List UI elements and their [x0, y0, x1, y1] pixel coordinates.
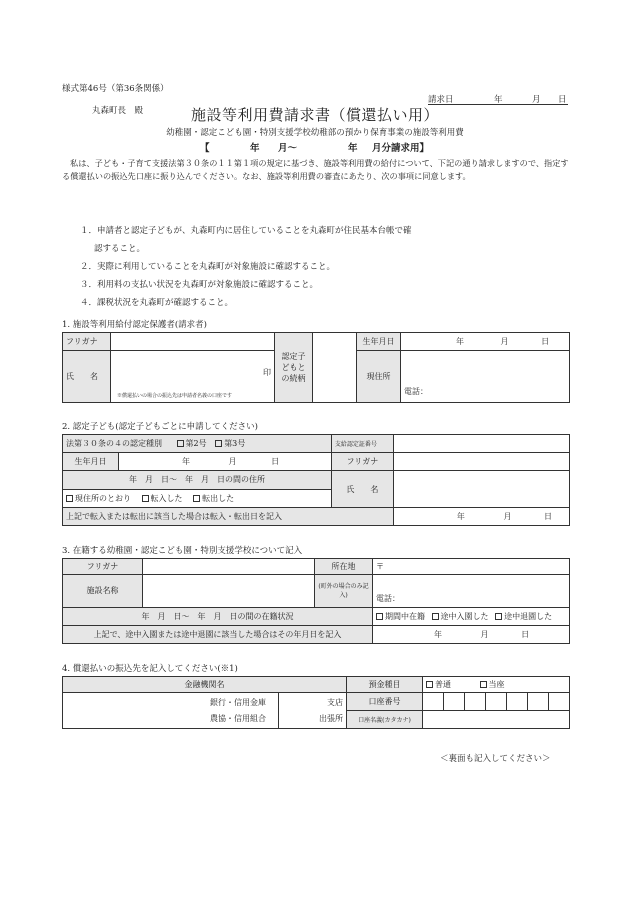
s4-account-name-label: 口座名義(カタカナ): [347, 711, 423, 729]
s2-opt3[interactable]: 第3号: [215, 439, 245, 448]
footer-note: ＜裏面も記入してください＞: [440, 754, 551, 764]
s2-cert-label: 支給認定証番号: [331, 435, 393, 453]
period-open: 【: [200, 143, 210, 154]
s4-digit-1[interactable]: [423, 693, 444, 711]
s4-deposit-options[interactable]: [423, 677, 570, 693]
period-close: 月分請求用】: [372, 143, 430, 154]
s2-opt2[interactable]: 第2号: [177, 439, 207, 448]
s2-name-label: 氏 名: [331, 471, 393, 507]
section2-table: [62, 434, 570, 526]
s2-cert-input[interactable]: [393, 435, 569, 453]
s1-address-label: 現住所: [357, 351, 401, 403]
s1-furigana-label: フリガナ: [63, 333, 111, 351]
s2-category-label: 法第３０条の４の認定種別: [66, 439, 162, 449]
request-date-year: 年: [494, 95, 503, 105]
consent-item-3: ３．利用料の支払い状況を丸森町が対象施設に確認すること。: [80, 280, 319, 290]
s1-name-input[interactable]: [111, 351, 275, 403]
s3-opt-leave[interactable]: 途中退園した: [495, 612, 552, 621]
s4-coop-type: 農協・信用組合: [210, 713, 266, 723]
s4-account-no-label: 口座番号: [347, 693, 423, 711]
s4-bank-input[interactable]: [63, 693, 279, 729]
period-month-from: 月～: [278, 143, 298, 154]
s4-institution-label: 金融機関名: [63, 677, 347, 693]
page-title: 施設等利用費請求書（償還払い用）: [190, 106, 439, 124]
section3-heading: 3. 在籍する幼稚園・認定こども園・特別支援学校について記入: [62, 546, 303, 556]
s3-postal-input[interactable]: 〒: [373, 559, 570, 575]
s3-facility-label: 施設名称: [63, 575, 143, 607]
s3-furigana-label: フリガナ: [63, 559, 143, 575]
consent-item-2: ２．実際に利用していることを丸森町が対象施設に確認すること。: [80, 262, 336, 272]
s4-digit-2[interactable]: [443, 693, 464, 711]
s2-opt-current[interactable]: 現住所のとおり: [66, 494, 131, 503]
request-date-month: 月: [532, 95, 541, 105]
section2-heading: 2. 認定子ども(認定子どもごとに申請してください): [62, 422, 258, 432]
s4-digit-3[interactable]: [464, 693, 485, 711]
s2-name-input[interactable]: [393, 471, 569, 507]
s4-branch-label: 支店: [327, 697, 343, 707]
s1-birth-label: 生年月日: [357, 333, 401, 351]
s2-birth-input[interactable]: 年 月 日: [119, 453, 332, 471]
s1-relation-label: 認定子どもとの続柄: [275, 333, 313, 403]
s3-facility-input[interactable]: [143, 575, 315, 607]
s1-seal: 印: [263, 368, 271, 377]
s2-opt-in[interactable]: 転入した: [142, 494, 183, 503]
s4-digit-4[interactable]: [485, 693, 506, 711]
s4-opt-current[interactable]: 当座: [480, 680, 505, 689]
s2-opt-out[interactable]: 転出した: [193, 494, 234, 503]
section1-table: [62, 332, 570, 403]
s1-name-label: 氏 名: [63, 351, 111, 403]
s2-address-options[interactable]: [63, 489, 332, 507]
section3-table: [62, 558, 570, 644]
s2-note: 上記で転入または転出に該当した場合は転入・転出日を記入: [63, 507, 394, 525]
s2-address-period: 年 月 日～ 年 月 日の間の住所: [63, 471, 332, 489]
period-year2: 年: [348, 143, 358, 154]
s3-outside-note: (町外の場合のみ記入): [315, 575, 373, 607]
section4-heading: 4. 償還払いの振込先を記入してください(※1): [62, 664, 238, 674]
request-date-day: 日: [558, 95, 567, 105]
consent-list: [80, 222, 560, 312]
form-number: 様式第46号（第36条関係）: [62, 84, 169, 94]
s3-furigana-input[interactable]: [143, 559, 315, 575]
s3-opt-full[interactable]: 期間中在籍: [376, 612, 425, 621]
s4-account-name-input[interactable]: [423, 711, 570, 729]
consent-item-1-cont: 認すること。: [94, 244, 146, 254]
s2-furigana-input[interactable]: [393, 453, 569, 471]
s4-digit-7[interactable]: [548, 693, 569, 711]
s4-opt-ordinary[interactable]: 普通: [426, 680, 451, 689]
s4-bank-type: 銀行・信用金庫: [210, 697, 266, 707]
intro-text: 私は、子ども・子育て支援法第３０条の１１第１項の規定に基づき、施設等利用費の給付について、下記の通り請求しますので、指定する償還払いの振込先口座に振り込んでください。なお、施設等利用費の審査にあたり、次の事項に同意します。: [62, 158, 569, 181]
s3-opt-join[interactable]: 途中入園した: [432, 612, 489, 621]
s3-location-label: 所在地: [315, 559, 373, 575]
s2-date-input[interactable]: 年 月 日: [393, 507, 569, 525]
s1-relation-input[interactable]: [313, 333, 357, 403]
addressee: 丸森町長 殿: [92, 106, 144, 116]
s2-furigana-label: フリガナ: [331, 453, 393, 471]
s3-period: 年 月 日～ 年 月 日の間の在籍状況: [63, 607, 373, 625]
s2-birth-label: 生年月日: [63, 453, 119, 471]
s4-office-label: 出張所: [319, 713, 343, 723]
s3-date-input[interactable]: 年 月 日: [373, 625, 570, 643]
s3-status-options[interactable]: [373, 607, 570, 625]
section1-heading: 1. 施設等利用給付認定保護者(請求者): [62, 320, 207, 330]
s4-deposit-label: 預金種目: [347, 677, 423, 693]
request-date-label: 請求日: [428, 95, 454, 105]
s1-note: ※償還払いの場合の振込先は申請者名義の口座です: [117, 393, 233, 399]
s4-digit-6[interactable]: [527, 693, 548, 711]
consent-item-4: ４．課税状況を丸森町が確認すること。: [80, 298, 234, 308]
s4-digit-5[interactable]: [506, 693, 527, 711]
s3-note: 上記で、途中入園または途中退園に該当した場合はその年月日を記入: [63, 625, 373, 643]
s4-branch-input[interactable]: [279, 693, 347, 729]
s1-birth-input[interactable]: 年 月 日: [401, 333, 570, 351]
page-subtitle: 幼稚園・認定こども園・特別支援学校幼稚部の預かり保育事業の施設等利用費: [166, 128, 464, 138]
s3-phone-input[interactable]: 電話：: [373, 575, 570, 607]
s1-address-input[interactable]: [401, 351, 570, 403]
s1-phone: 電話：: [404, 387, 428, 396]
consent-item-1: １．申請者と認定子どもが、丸森町内に居住していることを丸森町が住民基本台帳で確: [80, 226, 412, 236]
s1-furigana-input[interactable]: [111, 333, 275, 351]
period-year: 年: [250, 143, 260, 154]
section4-table: [62, 676, 570, 729]
